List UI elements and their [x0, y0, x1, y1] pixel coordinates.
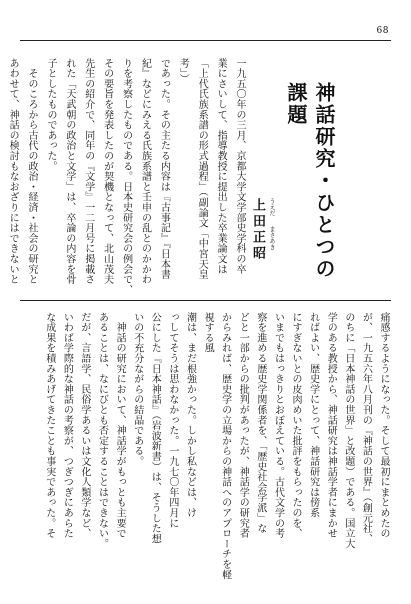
article-title: 神話研究・ひとつの課題	[284, 82, 336, 280]
author-ruby-family: うえだ	[268, 198, 275, 216]
body-text-lower: 痛感するようになった。そして最初にまとめたの が、一九五六年八月刊の『神話の世界』（創元社、 のちに「日本神話の世界」と改題）である。国立大 学のある教授から、神話研究は神話学者にまかせ ればよい、歴史学にとって、神話研究は傍系 にすぎないとの皮肉めいた批評をもらったのを、 いまでもはっきりとおぼえている。古代文学の考 察を進める歴史学関係者を、「歴史社会学派」な どと一部からの批判があったが、神話学の研究者 からみれば、歴史学の立場からの神話へのアプローチを軽視する風 潮は、まだ根強かった。しかし私などは、け っしてそうは思わなかった。一九七〇年四月に 公にした『日本神話』（岩波新書）は、そうした想 いの不充分ながらの結晶である。 神話の研究において、神話学がもっとも主要で あることは、なにびとも否定することはできない。 だが、言語学、民俗学あるいは文化人類学など、 いわば学際的な神話の考察が、つぎつぎにあらた な成果を積みあげてきたことも事実であった。そ	[43, 312, 389, 580]
page-number: 68	[376, 26, 389, 36]
column-divider-rule	[20, 300, 391, 301]
author-ruby-given: まさあき	[268, 226, 275, 250]
header-rule	[20, 40, 391, 41]
body-text-upper: 一九五〇年の三月、京都大学文学部史学科の卒 業にさいして、指導教授に提出した卒業論文は 「上代氏族系譜の形式過程」（副論文「中宮天皇考」） であった。その主たる内容は『古事記』『日本書 紀』などにみえる氏族系譜と壬申の乱とのかかわ りを考察したものである。日本史研究会の例会で、 その要旨を発表したのが契機となって、北山茂夫 先生の紹介で、同年の『文学』一二月号に掲載さ れた「天武朝の政治と文学」は、卒論の内容を骨 子としたものであった。 そのころから古代の政治・経済・社会の研究と あわせて、神話の検討もなおざりにはできないと	[7, 58, 245, 295]
author-name: 上田正昭	[250, 198, 265, 262]
